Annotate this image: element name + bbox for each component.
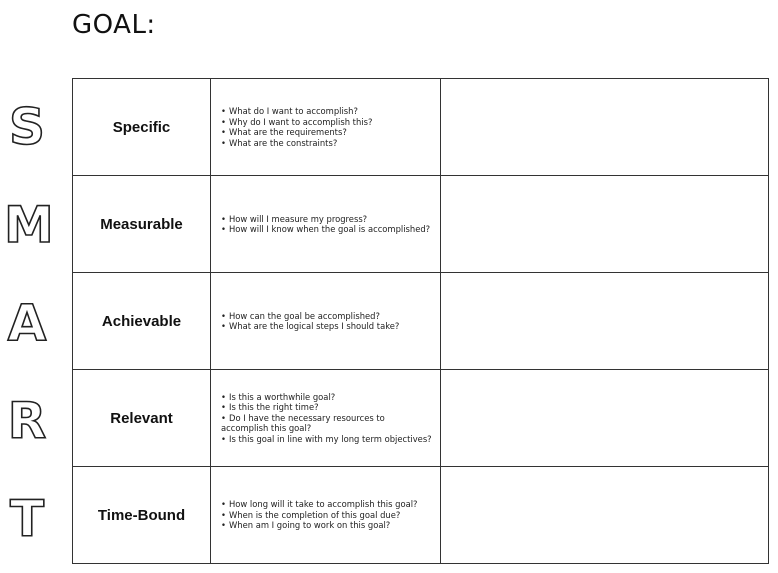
category-label: Achievable	[73, 273, 211, 370]
table-row-measurable	[73, 176, 769, 273]
question-item: • Do I have the necessary resources to accomplish this goal?	[221, 413, 434, 434]
question-item: • What do I want to accomplish?	[221, 106, 434, 117]
question-item: • When am I going to work on this goal?	[221, 520, 434, 531]
guiding-questions	[211, 467, 441, 564]
smart-letter-a: A	[7, 294, 47, 352]
category-label: Measurable	[73, 176, 211, 273]
guiding-questions	[211, 79, 441, 176]
guiding-questions	[211, 176, 441, 273]
smart-letter-s: S	[8, 98, 45, 156]
category-label: Specific	[73, 79, 211, 176]
table-row-time-bound	[73, 467, 769, 564]
smart-letter-t: T	[9, 490, 45, 548]
question-item: • Is this goal in line with my long term objectives?	[221, 434, 434, 445]
question-item: • How will I know when the goal is accomplished?	[221, 224, 434, 235]
table-row-relevant	[73, 370, 769, 467]
smart-letter-m: M	[4, 196, 54, 254]
smart-letter-r: R	[7, 392, 47, 450]
question-item: • How can the goal be accomplished?	[221, 311, 434, 322]
smart-goal-table	[72, 78, 769, 564]
table-row-achievable	[73, 273, 769, 370]
question-item: • When is the completion of this goal due?	[221, 510, 434, 521]
question-item: • What are the requirements?	[221, 127, 434, 138]
question-item: • How long will it take to accomplish this goal?	[221, 499, 434, 510]
answer-cell-relevant[interactable]	[441, 370, 769, 467]
guiding-questions	[211, 370, 441, 467]
question-item: • What are the logical steps I should take?	[221, 321, 434, 332]
question-item: • What are the constraints?	[221, 138, 434, 149]
goal-title: GOAL:	[72, 10, 156, 40]
answer-cell-measurable[interactable]	[441, 176, 769, 273]
answer-cell-time-bound[interactable]	[441, 467, 769, 564]
guiding-questions	[211, 273, 441, 370]
answer-cell-specific[interactable]	[441, 79, 769, 176]
table-row-specific	[73, 79, 769, 176]
question-item: • Is this a worthwhile goal?	[221, 392, 434, 403]
answer-cell-achievable[interactable]	[441, 273, 769, 370]
question-item: • Is this the right time?	[221, 402, 434, 413]
question-item: • How will I measure my progress?	[221, 214, 434, 225]
question-item: • Why do I want to accomplish this?	[221, 117, 434, 128]
category-label: Time-Bound	[73, 467, 211, 564]
category-label: Relevant	[73, 370, 211, 467]
